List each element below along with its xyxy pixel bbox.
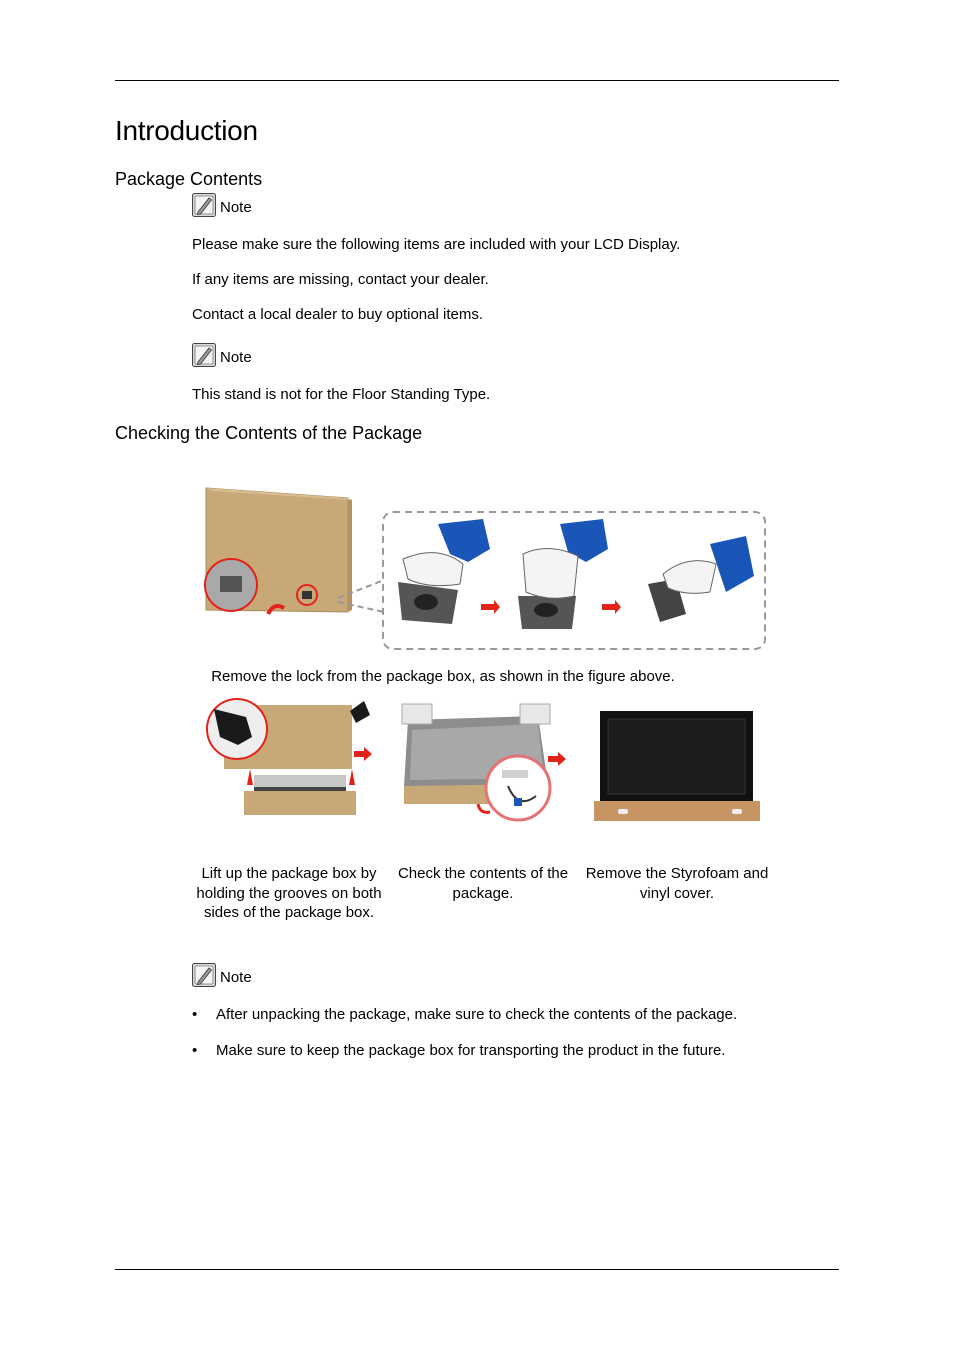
- figure-check-contents: [398, 700, 568, 826]
- note-heading: [192, 961, 252, 987]
- caption-lift-box: Lift up the package box by holding the grooves on both sides of the package box.: [196, 865, 382, 921]
- note-label: Note: [220, 969, 252, 986]
- top-rule: [115, 80, 839, 81]
- note-text: Please make sure the following items are included with your LCD Display.: [192, 236, 681, 253]
- page-title: Introduction: [115, 115, 258, 146]
- bottom-rule: [115, 1269, 839, 1270]
- section-heading-checking: Checking the Contents of the Package: [115, 423, 423, 443]
- note-label: Note: [220, 349, 252, 366]
- list-item: [192, 1006, 737, 1023]
- caption-remove-styrofoam: Remove the Styrofoam and vinyl cover.: [585, 865, 769, 902]
- note-icon: [192, 343, 216, 367]
- figure-lift-box: [204, 697, 374, 817]
- bullet-marker: •: [192, 1006, 198, 1023]
- caption-remove-lock: Remove the lock from the package box, as shown in the figure above.: [211, 668, 675, 685]
- note-label: Note: [220, 199, 252, 216]
- caption-check-contents: Check the contents of the package.: [397, 865, 569, 902]
- figure-remove-lock: [198, 484, 770, 654]
- note-heading: [192, 341, 252, 367]
- note-text: This stand is not for the Floor Standing Type.: [192, 386, 491, 403]
- figure-remove-styrofoam: [592, 710, 762, 824]
- list-item-text: After unpacking the package, make sure to check the contents of the package.: [216, 1006, 738, 1023]
- list-item-text: Make sure to keep the package box for transporting the product in the future.: [216, 1042, 726, 1059]
- note-icon: [192, 193, 216, 217]
- list-item: [192, 1042, 725, 1059]
- section-heading-package-contents: Package Contents: [115, 169, 263, 189]
- bullet-marker: •: [192, 1042, 198, 1059]
- note-text: If any items are missing, contact your dealer.: [192, 271, 489, 288]
- note-icon: [192, 963, 216, 987]
- note-heading: [192, 191, 252, 217]
- note-text: Contact a local dealer to buy optional items.: [192, 306, 483, 323]
